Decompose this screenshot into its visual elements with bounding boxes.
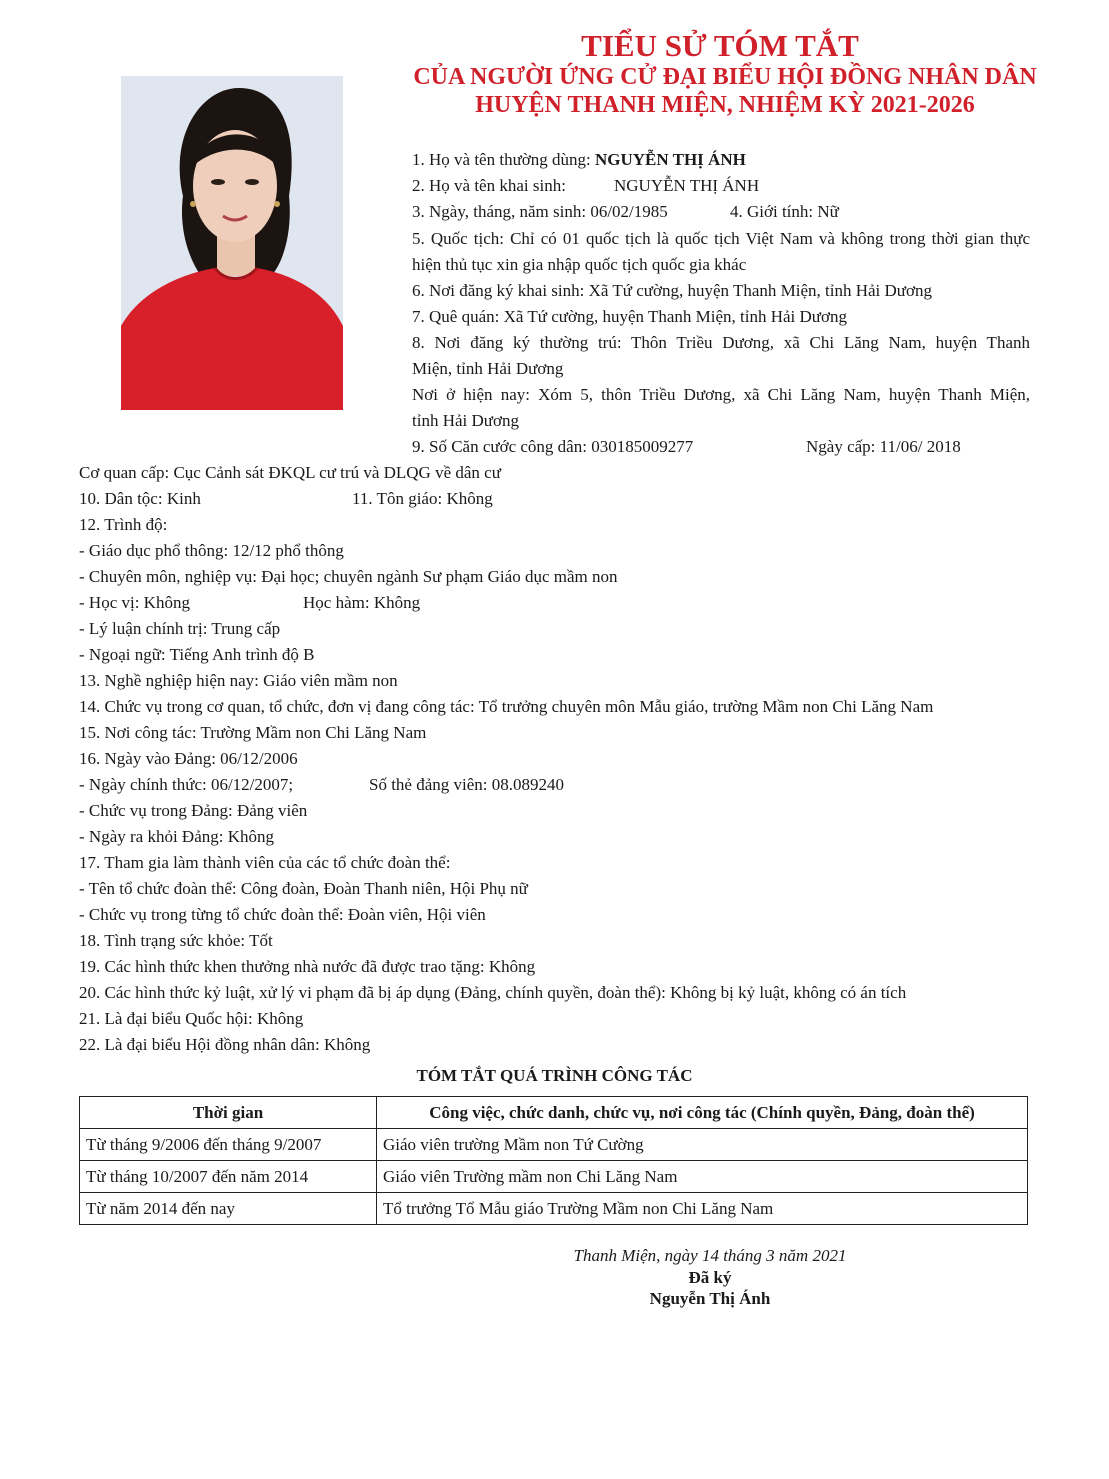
- field-citizen-id: 9. Số Căn cước công dân: 030185009277: [412, 437, 694, 456]
- field-date-of-birth: 3. Ngày, tháng, năm sinh: 06/02/1985: [412, 202, 668, 221]
- field-current-address-line-2: tỉnh Hải Dương: [412, 411, 519, 430]
- table-row: [80, 1129, 1028, 1161]
- field-academic-degree: - Học vị: Không: [79, 593, 190, 612]
- field-awards: 19. Các hình thức khen thưởng nhà nước đã được trao tặng: Không: [79, 957, 536, 976]
- field-nationality-line-2: hiện thủ tục xin gia nhập quốc tịch quốc gia khác: [412, 255, 747, 274]
- field-id-issue-date: Ngày cấp: 11/06/ 2018: [806, 437, 961, 456]
- table-header-row: [80, 1097, 1028, 1129]
- table-cell-period: Từ tháng 10/2007 đến năm 2014: [80, 1161, 377, 1193]
- table-row: [80, 1193, 1028, 1225]
- candidate-portrait-photo: [121, 76, 343, 410]
- field-id-issuer: Cơ quan cấp: Cục Cảnh sát ĐKQL cư trú và DLQG về dân cư: [79, 463, 501, 482]
- table-cell-role: Giáo viên Trường mầm non Chi Lăng Nam: [377, 1161, 1028, 1193]
- candidate-name: NGUYỄN THỊ ÁNH: [595, 150, 746, 169]
- field-organization-roles: - Chức vụ trong từng tổ chức đoàn thể: Đoàn viên, Hội viên: [79, 905, 486, 924]
- field-education-heading: 12. Trình độ:: [79, 515, 168, 534]
- field-current-address-line-1: Nơi ở hiện nay: Xóm 5, thôn Triều Dương, xã Chi Lăng Nam, huyện Thanh Miện,: [412, 385, 1030, 404]
- field-birth-name: NGUYỄN THỊ ÁNH: [614, 176, 760, 195]
- field-workplace: 15. Nơi công tác: Trường Mầm non Chi Lăng Nam: [79, 723, 427, 742]
- work-history-title: TÓM TẮT QUÁ TRÌNH CÔNG TÁC: [416, 1066, 693, 1085]
- field-position: 14. Chức vụ trong cơ quan, tổ chức, đơn vị đang công tác: Tổ trưởng chuyên môn Mẫu giáo, trường Mầm non Chi Lăng Nam: [79, 697, 934, 716]
- table-cell-period: Từ tháng 9/2006 đến tháng 9/2007: [80, 1129, 377, 1161]
- field-party-leave-date: - Ngày ra khỏi Đảng: Không: [79, 827, 274, 846]
- field-political-theory: - Lý luận chính trị: Trung cấp: [79, 619, 281, 638]
- field-permanent-residence-line-1: 8. Nơi đăng ký thường trú: Thôn Triều Dương, xã Chi Lăng Nam, huyện Thanh: [412, 333, 1030, 352]
- field-birth-name-label: 2. Họ và tên khai sinh:: [412, 176, 566, 195]
- document-subtitle-line-1: CỦA NGƯỜI ỨNG CỬ ĐẠI BIỂU HỘI ĐỒNG NHÂN DÂN: [413, 64, 1037, 90]
- field-health: 18. Tình trạng sức khỏe: Tốt: [79, 931, 273, 950]
- table-cell-period: Từ năm 2014 đến nay: [80, 1193, 377, 1225]
- field-hometown: 7. Quê quán: Xã Tứ cường, huyện Thanh Miện, tỉnh Hải Dương: [412, 307, 847, 326]
- field-nationality-line-1: 5. Quốc tịch: Chỉ có 01 quốc tịch là quốc tịch Việt Nam và không trong thời gian thực: [412, 229, 1030, 248]
- field-foreign-language: - Ngoại ngữ: Tiếng Anh trình độ B: [79, 645, 315, 664]
- work-history-table: [79, 1096, 1028, 1225]
- field-birth-registration: 6. Nơi đăng ký khai sinh: Xã Tứ cường, huyện Thanh Miện, tỉnh Hải Dương: [412, 281, 933, 300]
- field-national-assembly-delegate: 21. Là đại biểu Quốc hội: Không: [79, 1009, 304, 1028]
- signature-place-date: Thanh Miện, ngày 14 tháng 3 năm 2021: [573, 1246, 847, 1265]
- field-common-name: 1. Họ và tên thường dùng: NGUYỄN THỊ ÁNH: [412, 150, 746, 169]
- field-organizations-heading: 17. Tham gia làm thành viên của các tổ chức đoàn thể:: [79, 853, 451, 872]
- field-general-education: - Giáo dục phổ thông: 12/12 phổ thông: [79, 541, 344, 560]
- field-permanent-residence-line-2: Miện, tỉnh Hải Dương: [412, 359, 564, 378]
- document-title: TIỂU SỬ TÓM TẮT: [581, 28, 859, 63]
- signature-signed-note: Đã ký: [688, 1268, 732, 1287]
- field-ethnicity: 10. Dân tộc: Kinh: [79, 489, 201, 508]
- field-occupation: 13. Nghề nghiệp hiện nay: Giáo viên mầm non: [79, 671, 398, 690]
- table-row: [80, 1161, 1028, 1193]
- signature-name: Nguyễn Thị Ánh: [649, 1289, 771, 1308]
- table-cell-role: Tổ trưởng Tổ Mẫu giáo Trường Mầm non Chi Lăng Nam: [377, 1193, 1028, 1225]
- field-party-join-date: 16. Ngày vào Đảng: 06/12/2006: [79, 749, 298, 768]
- field-gender: 4. Giới tính: Nữ: [730, 202, 839, 221]
- field-party-official-date: - Ngày chính thức: 06/12/2007;: [79, 775, 294, 794]
- field-party-card-number: Số thẻ đảng viên: 08.089240: [369, 775, 565, 794]
- field-discipline: 20. Các hình thức kỷ luật, xử lý vi phạm đã bị áp dụng (Đảng, chính quyền, đoàn thể): Không bị kỷ luật, không có án tích: [79, 983, 907, 1002]
- field-party-role: - Chức vụ trong Đảng: Đảng viên: [79, 801, 308, 820]
- field-religion: 11. Tôn giáo: Không: [352, 489, 493, 508]
- field-academic-title: Học hàm: Không: [303, 593, 421, 612]
- field-specialty: - Chuyên môn, nghiệp vụ: Đại học; chuyên ngành Sư phạm Giáo dục mầm non: [79, 567, 618, 586]
- column-header-role: Công việc, chức danh, chức vụ, nơi công tác (Chính quyền, Đảng, đoàn thể): [377, 1097, 1028, 1129]
- field-organization-names: - Tên tổ chức đoàn thể: Công đoàn, Đoàn Thanh niên, Hội Phụ nữ: [79, 879, 528, 898]
- column-header-period: Thời gian: [80, 1097, 377, 1129]
- table-cell-role: Giáo viên trường Mầm non Tứ Cường: [377, 1129, 1028, 1161]
- field-council-delegate: 22. Là đại biểu Hội đồng nhân dân: Không: [79, 1035, 371, 1054]
- document-subtitle-line-2: HUYỆN THANH MIỆN, NHIỆM KỲ 2021-2026: [475, 92, 975, 118]
